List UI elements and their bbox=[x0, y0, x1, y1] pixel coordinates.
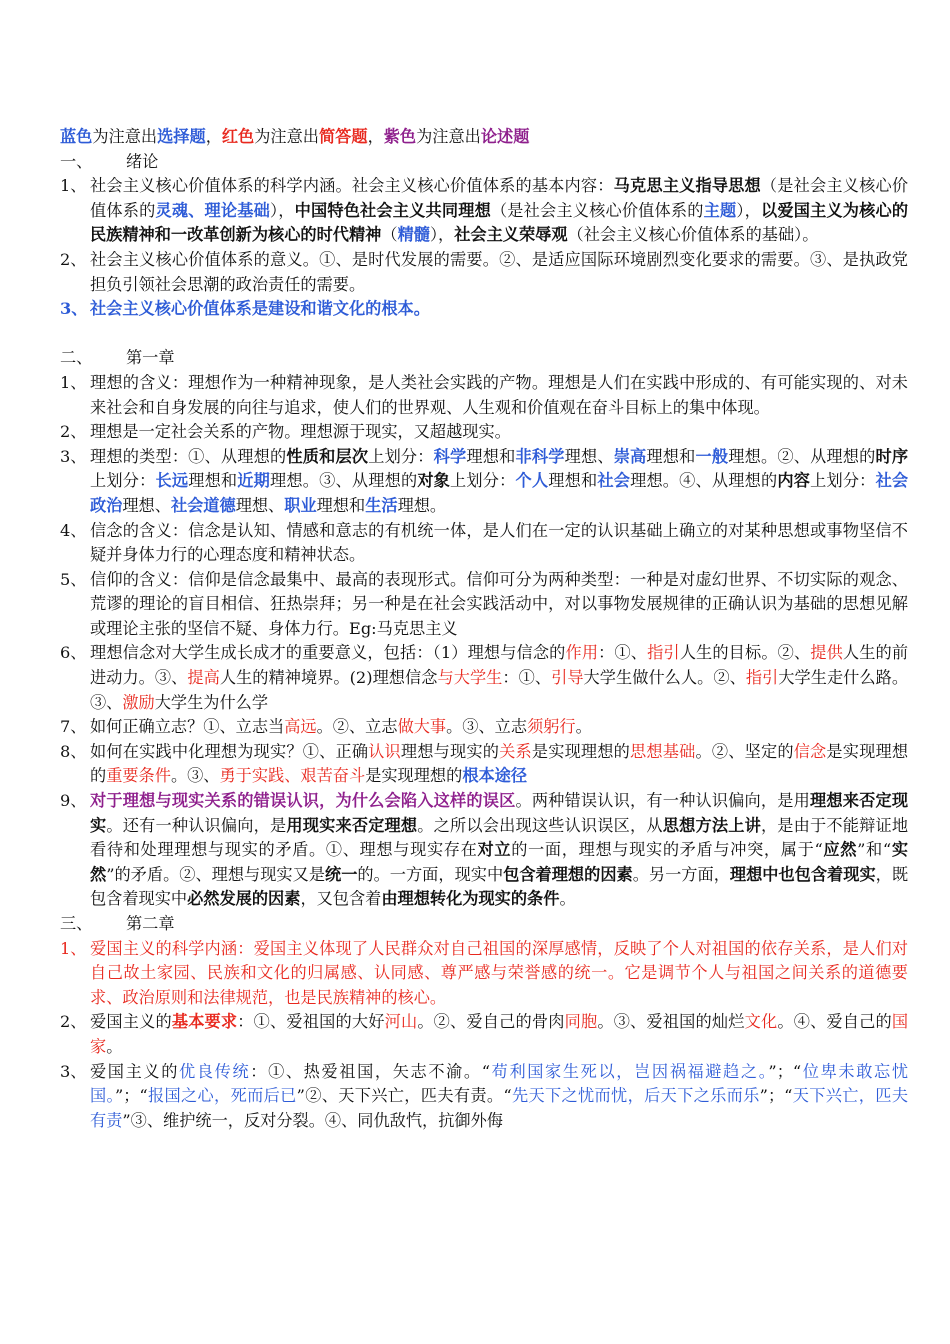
item-text: 大学生走什么路。③、 bbox=[90, 668, 909, 712]
section-title: 绪论 bbox=[126, 151, 159, 171]
item-text: 时序 bbox=[875, 446, 909, 466]
section-title: 第一章 bbox=[126, 348, 175, 368]
item-text: 理想来否定现实 bbox=[90, 791, 909, 835]
item-text: 。 bbox=[106, 1036, 123, 1056]
item-text: 理想。④、从理想的 bbox=[630, 471, 778, 491]
item-text: 理想的含义：理想作为一种精神现象，是人类社会实践的产物。理想是人们在实践中形成的、有可能实现的、对未来社会和自身发展的向往与追求，使人们的世界观、人生观和价值观在奋斗目标上的集中体现。 bbox=[90, 372, 908, 417]
item-text: 理想、 bbox=[564, 446, 614, 466]
section-heading bbox=[60, 346, 908, 371]
legend-text: 为注意出 bbox=[416, 127, 481, 146]
item-text: 社会政治 bbox=[90, 471, 909, 515]
item-text: 的一面，理想与现实的矛盾与冲突，属于“ bbox=[511, 840, 823, 860]
item-text: 职业 bbox=[284, 495, 317, 515]
item-number: 3、 bbox=[60, 1061, 87, 1081]
item-number: 4、 bbox=[60, 520, 87, 540]
item-text: 与大学生 bbox=[437, 668, 503, 688]
item-text: 引导 bbox=[551, 668, 584, 688]
item-text: 信仰的含义：信仰是信念最集中、最高的表现形式。信仰可分为两种类型：一种是对虚幻世界、不切实际的观念、荒谬的理论的盲目相信、狂热崇拜；另一种是在社会实践活动中，对以事物发展规律的正确认识为基础的思想见解或理论主张的坚信不疑、身体力行。Eg:马克思主义 bbox=[90, 569, 908, 638]
list-item bbox=[60, 174, 908, 248]
item-text: 根本途径 bbox=[462, 766, 528, 786]
item-text: 人生的前进动力。③、 bbox=[90, 643, 909, 688]
item-text: 上划分： bbox=[450, 471, 516, 491]
item-text: （是社会主义核心价值体系的 bbox=[90, 176, 909, 220]
section-title: 第二章 bbox=[126, 914, 175, 933]
item-text: 爱国主义的科学内涵：爱国主义体现了人民群众对自己祖国的深厚感情，反映了个人对祖国的依存关系，是人们对自己故土家园、民族和文化的归属感、认同感、尊严感与荣誉感的统一。它是调节个人与祖国之间关系的道德要求、政治原则和法律规范，也是民族精神的核心。 bbox=[90, 938, 908, 1007]
list-item bbox=[60, 371, 908, 420]
list-item bbox=[60, 519, 908, 568]
section-number: 二、 bbox=[60, 348, 93, 368]
item-text: 。之所以会出现这些认识误区，从 bbox=[417, 815, 663, 835]
item-text: 社会 bbox=[597, 471, 631, 491]
legend-text: 简答题 bbox=[319, 127, 368, 146]
item-text: 理想、 bbox=[122, 495, 171, 515]
item-text: 高远 bbox=[284, 717, 317, 737]
item-text: 大学生为什么学 bbox=[154, 692, 269, 712]
item-text: 个人 bbox=[515, 471, 549, 491]
list-item bbox=[60, 1060, 908, 1134]
item-text: 理想、 bbox=[235, 495, 285, 515]
item-text: ”；“ bbox=[759, 1086, 793, 1106]
list-item bbox=[60, 420, 908, 445]
item-text: 爱国主义的 bbox=[90, 1061, 180, 1081]
item-text: 是实现理想的 bbox=[365, 766, 463, 786]
item-text: 。④、爱自己的 bbox=[777, 1012, 892, 1032]
section-number: 一、 bbox=[60, 151, 93, 171]
item-text: 内容 bbox=[777, 471, 811, 491]
item-number: 8、 bbox=[60, 741, 87, 761]
item-text: ）， bbox=[736, 200, 761, 220]
item-text: 社会主义荣辱观 bbox=[454, 225, 568, 245]
color-legend bbox=[60, 125, 908, 150]
item-text: 社会道德 bbox=[170, 495, 236, 515]
item-text: 对立 bbox=[477, 840, 512, 860]
item-text: 理想的类型：①、从理想的 bbox=[90, 446, 287, 466]
item-text: 同胞 bbox=[564, 1012, 598, 1032]
item-text: 社会主义核心价值体系的科学内涵。社会主义核心价值体系的基本内容： bbox=[90, 176, 614, 196]
item-text: 思想基础 bbox=[630, 741, 696, 761]
item-text: 理想和 bbox=[188, 471, 238, 491]
legend-text: 紫色 bbox=[383, 127, 417, 146]
item-text: 先天下之忧而忧，后天下之乐而乐 bbox=[511, 1086, 760, 1106]
item-text: 苟利国家生死以，岂因祸福避趋之。 bbox=[490, 1061, 769, 1081]
item-text: 包含着理想的因素 bbox=[503, 864, 633, 884]
item-text: 。还有一种认识偏向，是 bbox=[106, 815, 287, 835]
item-text: 作用 bbox=[565, 643, 599, 663]
item-text: ：①、热爱祖国，矢志不渝。“ bbox=[250, 1061, 491, 1081]
item-text: 理想。②、从理想的 bbox=[728, 446, 876, 466]
item-number: 1、 bbox=[60, 938, 87, 958]
item-text: 以爱国主义为核心的民族精神和一改革创新为核心的时代精神 bbox=[90, 200, 909, 245]
item-text: 关系 bbox=[499, 741, 532, 761]
item-text: 上划分： bbox=[90, 471, 156, 491]
item-text: 对象 bbox=[417, 471, 451, 491]
item-text: 。③、 bbox=[170, 766, 220, 786]
item-text: 激励 bbox=[122, 692, 155, 712]
item-text: 须躬行 bbox=[527, 717, 576, 737]
item-text: 马克思主义指导思想 bbox=[613, 176, 761, 196]
item-text: 主题 bbox=[703, 200, 737, 220]
item-text: （社会主义核心价值体系的基础）。 bbox=[567, 225, 819, 245]
item-text: 社会主义核心价值体系的意义。①、是时代发展的需要。②、是适应国际环境剧烈变化要求的需要。③、是执政党担负引领社会思潮的政治责任的需要。 bbox=[90, 249, 908, 294]
item-text: 统一 bbox=[325, 864, 358, 884]
section-heading bbox=[60, 150, 908, 175]
item-text: 天下兴亡，匹夫有责 bbox=[90, 1086, 909, 1130]
item-text: ”；“ bbox=[114, 1086, 148, 1106]
item-text: 社会主义核心价值体系是建设和谐文化的根本。 bbox=[90, 299, 430, 319]
item-text: ”和“ bbox=[857, 840, 892, 860]
item-text: 。②、立志 bbox=[316, 717, 398, 737]
item-text: 优良传统 bbox=[179, 1061, 251, 1081]
item-text: 。②、坚定的 bbox=[695, 741, 794, 761]
item-text: ，是由于不能辩证地看待和处理理想与现实的矛盾。①、理想与现实存在 bbox=[90, 815, 909, 860]
blank-line bbox=[60, 322, 908, 347]
item-number: 1、 bbox=[60, 372, 87, 392]
item-text: 性质和层次 bbox=[286, 446, 369, 466]
item-text: 理想。 bbox=[397, 495, 447, 515]
item-number: 3、 bbox=[60, 299, 88, 319]
item-number: 2、 bbox=[60, 1012, 87, 1032]
item-text: 近期 bbox=[237, 471, 271, 491]
document-body bbox=[60, 125, 908, 1133]
item-text: 科学 bbox=[433, 446, 467, 466]
item-text: 必然发展的因素 bbox=[187, 889, 301, 909]
list-item bbox=[60, 445, 908, 519]
item-text: ，又包含着 bbox=[300, 889, 382, 909]
item-text: ”的矛盾。②、理想与现实又是 bbox=[106, 864, 326, 884]
item-text: 指引 bbox=[745, 668, 779, 688]
item-text: 长远 bbox=[155, 471, 189, 491]
legend-text: ， bbox=[205, 127, 222, 146]
legend-text: 选择题 bbox=[157, 127, 206, 146]
item-text: 由理想转化为现实的条件 bbox=[381, 889, 560, 909]
item-number: 2、 bbox=[60, 422, 87, 442]
item-text: 认识 bbox=[368, 741, 401, 761]
item-text: ：①、 bbox=[598, 643, 648, 663]
section-number: 三、 bbox=[60, 914, 93, 933]
item-number: 5、 bbox=[60, 569, 87, 589]
item-text: 理想与现实的 bbox=[400, 741, 500, 761]
item-text: 信念 bbox=[793, 741, 827, 761]
legend-text: 为注意出 bbox=[254, 127, 319, 146]
item-number: 7、 bbox=[60, 717, 87, 737]
list-item bbox=[60, 715, 908, 740]
item-text: 理想和 bbox=[466, 446, 516, 466]
item-text: 爱国主义的 bbox=[90, 1012, 172, 1032]
list-item bbox=[60, 248, 908, 297]
item-text: 如何在实践中化理想为现实？①、正确 bbox=[90, 741, 369, 761]
section-heading bbox=[60, 912, 908, 937]
item-text: 理想。③、从理想的 bbox=[270, 471, 418, 491]
item-text: 灵魂、理论基础 bbox=[155, 200, 270, 220]
legend-text: 为注意出 bbox=[92, 127, 158, 146]
item-text: 是实现理想的 bbox=[531, 741, 631, 761]
item-number: 2、 bbox=[60, 249, 87, 269]
item-text: 是实现理想的 bbox=[90, 741, 909, 786]
item-text: 用现实来否定理想 bbox=[286, 815, 418, 835]
item-text: 一般 bbox=[695, 446, 729, 466]
item-text: 。③、爱祖国的灿烂 bbox=[597, 1012, 745, 1032]
item-number: 1、 bbox=[60, 176, 87, 196]
item-number: 6、 bbox=[60, 643, 87, 663]
item-text: 人生的目标。②、 bbox=[679, 643, 811, 663]
item-text: 的。一方面，现实中 bbox=[357, 864, 504, 884]
item-text: 信念的含义：信念是认知、情感和意志的有机统一体，是人们在一定的认识基础上确立的对某种思想或事物坚信不疑并身体力行的心理态度和精神状态。 bbox=[90, 520, 908, 565]
item-text: 位卑未敢忘忧国。 bbox=[90, 1061, 909, 1106]
legend-text: ， bbox=[367, 127, 384, 146]
item-number: 3、 bbox=[60, 446, 87, 466]
item-text: 人生的精神境界。(2)理想信念 bbox=[219, 668, 438, 688]
item-text: ”；“ bbox=[768, 1061, 802, 1081]
item-text: （是社会主义核心价值体系的 bbox=[490, 200, 704, 220]
list-item bbox=[60, 641, 908, 715]
item-text: 基本要求 bbox=[171, 1012, 238, 1032]
item-text: 勇于实践、艰苦奋斗 bbox=[219, 766, 366, 786]
item-text: 中国特色社会主义共同理想 bbox=[294, 200, 491, 220]
list-item bbox=[60, 937, 908, 1011]
item-text: 理想是一定社会关系的产物。理想源于现实，又超越现实。 bbox=[90, 422, 511, 442]
list-item bbox=[60, 789, 908, 912]
item-text: 思想方法上讲 bbox=[662, 815, 761, 835]
item-text: 。③、立志 bbox=[446, 717, 528, 737]
list-item bbox=[60, 568, 908, 642]
item-number: 9、 bbox=[60, 791, 87, 811]
item-text: 上划分： bbox=[368, 446, 434, 466]
list-item bbox=[60, 740, 908, 789]
item-text: 如何正确立志？①、立志当 bbox=[90, 717, 285, 737]
item-text: 理想和 bbox=[646, 446, 696, 466]
item-text: 对于理想与现实关系的错误认识，为什么会陷入这样的误区 bbox=[90, 791, 516, 811]
item-text: ”③、维护统一，反对分裂。④、同仇敌忾，抗御外侮 bbox=[122, 1110, 503, 1130]
item-text: 理想信念对大学生成长成才的重要意义，包括：（1）理想与信念的 bbox=[90, 643, 566, 663]
item-text: ：①、爱祖国的大好 bbox=[237, 1012, 385, 1032]
item-text: 文化 bbox=[744, 1012, 778, 1032]
item-text: ：①、 bbox=[502, 668, 552, 688]
item-text: ）， bbox=[429, 225, 455, 245]
item-text: 提供 bbox=[810, 643, 843, 663]
item-text: 报国之心，死而后已 bbox=[147, 1086, 297, 1106]
item-text: 实然 bbox=[90, 840, 909, 884]
item-text: 大学生做什么人。②、 bbox=[583, 668, 746, 688]
item-text: 。两种错误认识，有一种认识偏向，是用 bbox=[515, 791, 810, 811]
item-text: （ bbox=[381, 225, 398, 245]
item-text: ，既包含着现实中 bbox=[90, 864, 909, 909]
item-text: 理想和 bbox=[548, 471, 598, 491]
legend-text: 红色 bbox=[221, 127, 255, 146]
item-text: 河山 bbox=[384, 1012, 418, 1032]
item-text: 。 bbox=[575, 717, 592, 737]
item-text: 应然 bbox=[822, 840, 858, 860]
item-text: 上划分： bbox=[810, 471, 876, 491]
item-text: 重要条件 bbox=[106, 766, 171, 786]
item-text: 做大事 bbox=[397, 717, 447, 737]
item-text: 。 bbox=[559, 889, 576, 909]
item-text: 崇高 bbox=[613, 446, 647, 466]
item-text: 生活 bbox=[365, 495, 398, 515]
item-text: 。②、爱自己的骨肉 bbox=[417, 1012, 565, 1032]
list-item bbox=[60, 1010, 908, 1059]
item-text: 国家 bbox=[90, 1012, 909, 1056]
item-text: 精髓 bbox=[397, 225, 430, 245]
item-text: ）， bbox=[269, 200, 295, 220]
item-text: 非科学 bbox=[515, 446, 565, 466]
item-text: ”②、天下兴亡，匹夫有责。“ bbox=[296, 1086, 512, 1106]
item-text: 理想和 bbox=[316, 495, 366, 515]
legend-text: 论述题 bbox=[480, 127, 530, 146]
item-text: 提高 bbox=[187, 668, 220, 688]
legend-text: 蓝色 bbox=[60, 127, 93, 146]
list-item bbox=[60, 297, 908, 322]
item-text: 。另一方面， bbox=[632, 864, 730, 884]
item-text: 指引 bbox=[647, 643, 680, 663]
item-text: 理想中也包含着现实 bbox=[729, 864, 876, 884]
